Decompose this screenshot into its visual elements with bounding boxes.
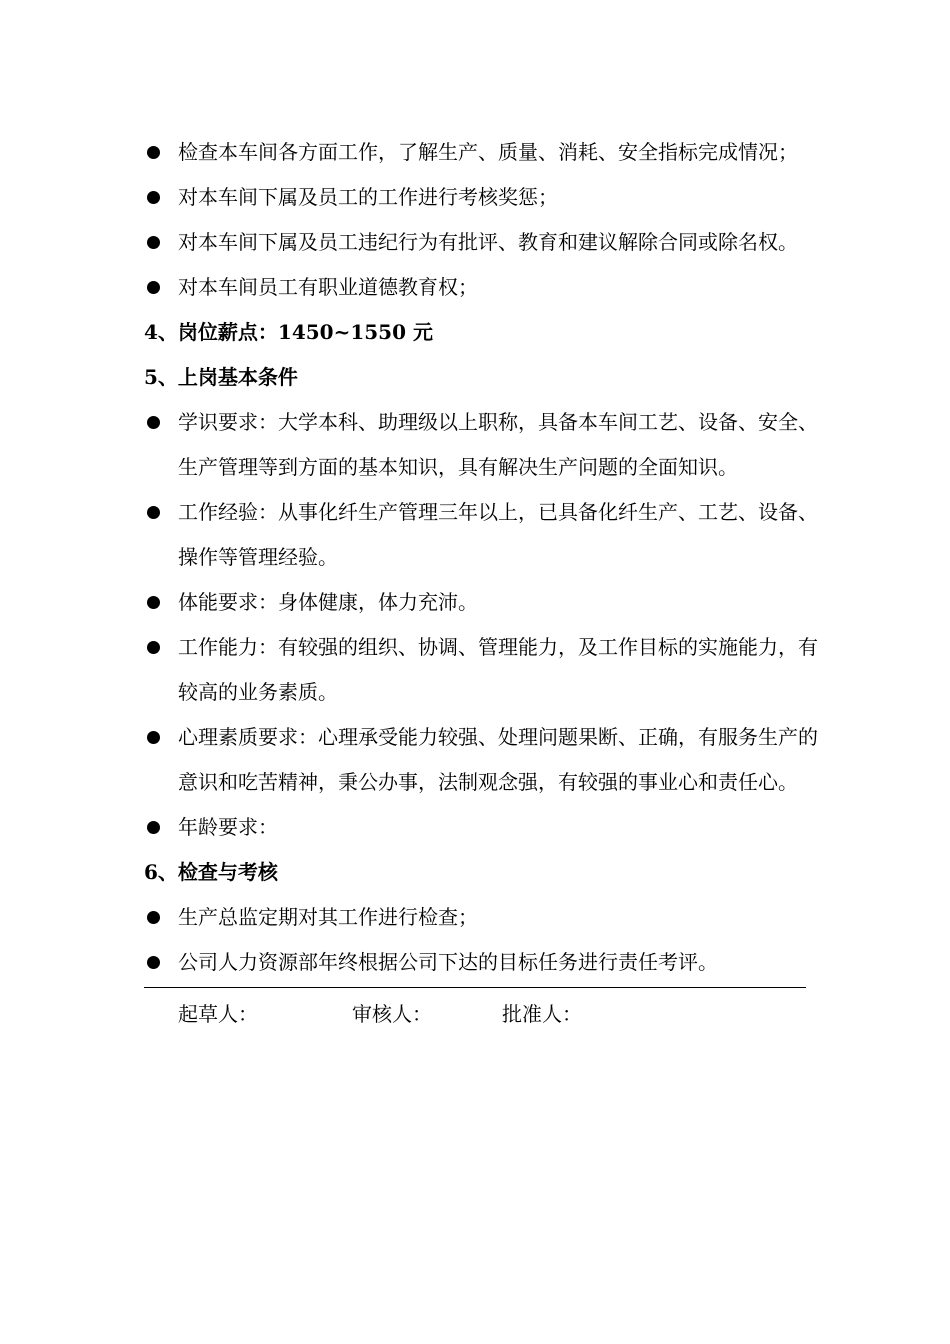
bullet-icon <box>147 821 160 834</box>
bullet-icon <box>147 596 160 609</box>
bullet-icon <box>147 956 160 969</box>
bullet-icon <box>147 911 160 924</box>
document-body <box>144 130 824 1040</box>
list-item: 年龄要求： <box>144 805 824 850</box>
drafter-label: 起草人： <box>178 1002 258 1026</box>
bullet-icon <box>147 731 160 744</box>
list-item: 体能要求：身体健康，体力充沛。 <box>144 580 824 625</box>
requirements-list <box>144 400 824 850</box>
list-item: 工作经验：从事化纤生产管理三年以上，已具备化纤生产、工艺、设备、操作等管理经验。 <box>144 490 824 580</box>
section-heading-salary: 4、岗位薪点：1450~1550 元 <box>144 320 433 344</box>
signature-row <box>144 988 824 1040</box>
inspection-list <box>144 895 824 985</box>
list-item: 检查本车间各方面工作，了解生产、质量、消耗、安全指标完成情况； <box>144 130 824 175</box>
section-heading-inspection: 6、检查与考核 <box>144 860 278 884</box>
section-heading-requirements: 5、上岗基本条件 <box>144 365 298 389</box>
bullet-icon <box>147 506 160 519</box>
list-item: 对本车间下属及员工违纪行为有批评、教育和建议解除合同或除名权。 <box>144 220 824 265</box>
reviewer-label: 审核人： <box>352 1002 432 1026</box>
list-item: 心理素质要求：心理承受能力较强、处理问题果断、正确，有服务生产的意识和吃苦精神，秉公办事，法制观念强，有较强的事业心和责任心。 <box>144 715 824 805</box>
bullet-icon <box>147 146 160 159</box>
list-item: 对本车间下属及员工的工作进行考核奖惩； <box>144 175 824 220</box>
bullet-icon <box>147 236 160 249</box>
bullet-icon <box>147 641 160 654</box>
responsibility-list <box>144 130 824 310</box>
list-item: 学识要求：大学本科、助理级以上职称，具备本车间工艺、设备、安全、生产管理等到方面的基本知识，具有解决生产问题的全面知识。 <box>144 400 824 490</box>
bullet-icon <box>147 416 160 429</box>
bullet-icon <box>147 191 160 204</box>
list-item: 工作能力：有较强的组织、协调、管理能力，及工作目标的实施能力，有较高的业务素质。 <box>144 625 824 715</box>
list-item: 生产总监定期对其工作进行检查； <box>144 895 824 940</box>
bullet-icon <box>147 281 160 294</box>
list-item: 公司人力资源部年终根据公司下达的目标任务进行责任考评。 <box>144 940 824 985</box>
approver-label: 批准人： <box>502 1002 582 1026</box>
list-item: 对本车间员工有职业道德教育权； <box>144 265 824 310</box>
